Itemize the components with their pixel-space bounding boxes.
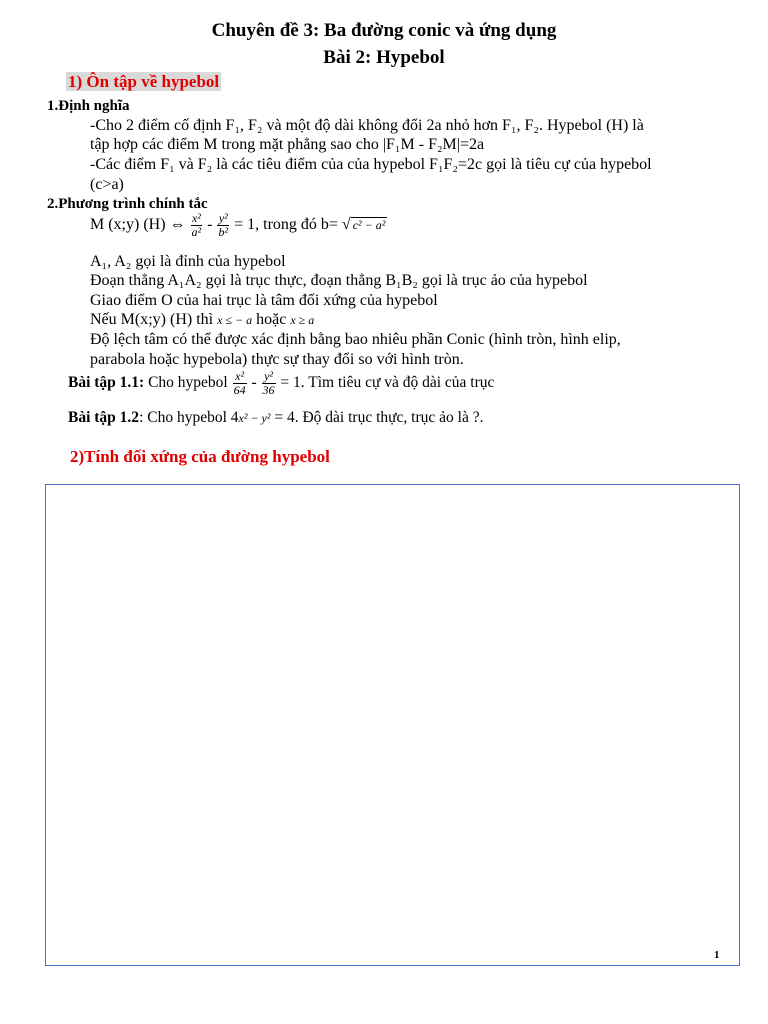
section1-heading: 1) Ôn tập về hypebol [68,72,220,91]
exercise-1-1-suffix: = 1. Tìm tiêu cự và độ dài của trục [280,374,495,392]
fraction-numerator: y² [218,211,228,225]
exercise-fraction-x [233,370,247,397]
exercise-1-1-prefix: Cho hypebol [148,374,228,392]
condition-or: hoặc [256,311,287,328]
sqrt-expression [342,216,387,233]
sqrt-content: c² − a² [352,218,386,233]
exercise-1-2-math: x² − y² [238,411,271,425]
section1-heading-wrap [66,72,221,92]
title-line1: Chuyên đề 3: Ba đường conic và ứng dụng [211,20,557,41]
equation-suffix: = 1, trong đó b= [234,216,338,234]
fraction-denominator: b² [218,225,229,239]
page-number: 1 [714,949,720,961]
exercise-1-2-prefix: : Cho hypebol 4 [139,409,239,426]
definition-line-4: (c>a) [90,176,124,193]
section2-heading: 2)Tính đối xứng của đường hypebol [70,447,330,466]
condition-prefix: Nếu M(x;y) (H) thì [90,311,214,328]
center-line: Giao điểm O của hai trục là tâm đối xứng của hypebol [90,292,438,309]
condition-line [90,311,314,329]
exercise-1-2-label: Bài tập 1.2 [68,409,140,426]
equation-minus: - [207,216,213,234]
sqrt-symbol: √ [341,216,351,234]
fraction-numerator: x² [191,211,201,225]
exercise-1-1 [68,370,494,397]
definition-line-2: tập hợp các điểm M trong mặt phẳng sao cho |F₁M - F₂M|=2a [90,136,485,153]
eccentricity-line-1: Độ lệch tâm có thể được xác định bằng bao nhiêu phần Conic (hình tròn, hình elip, [90,331,621,348]
eccentricity-line-2: parabola hoặc hypebola) thực sự thay đổi so với hình tròn. [90,351,464,368]
canonical-equation [90,212,387,239]
equation-fraction-x [191,212,203,239]
equation-fraction-y [217,212,229,239]
condition-math-2: x ≥ a [290,313,315,327]
fraction-numerator: x² [233,370,247,384]
equation-prefix: M (x;y) (H) ⇔ [90,216,186,234]
condition-math-1: x ≤ − a [217,313,253,327]
title-line2: Bài 2: Hypebol [323,47,445,68]
exercise-1-2 [68,409,483,427]
equation-heading: 2.Phương trình chính tắc [47,196,208,212]
exercise-minus: - [251,374,257,392]
vertices-line: A₁, A₂ gọi là đỉnh của hypebol [90,253,286,270]
answer-box [45,484,740,966]
fraction-denominator: 64 [233,383,246,397]
exercise-fraction-y [262,370,276,397]
definition-heading: 1.Định nghĩa [47,98,130,114]
fraction-denominator: a² [191,225,202,239]
fraction-denominator: 36 [262,383,275,397]
exercise-1-1-label: Bài tập 1.1: [68,374,145,392]
definition-line-1: -Cho 2 điểm cố định F₁, F₂ và một độ dài không đổi 2a nhỏ hơn F₁, F₂. Hypebol (H) là [90,117,644,134]
fraction-numerator: y² [262,370,276,384]
definition-line-3: -Các điểm F₁ và F₂ là các tiêu điểm của của hypebol F₁F₂=2c gọi là tiêu cự của hypebol [90,156,652,173]
exercise-1-2-suffix: = 4. Độ dài trục thực, trục ảo là ?. [274,409,484,426]
axes-line: Đoạn thẳng A₁A₂ gọi là trục thực, đoạn thẳng B₁B₂ gọi là trục ảo của hypebol [90,272,588,289]
